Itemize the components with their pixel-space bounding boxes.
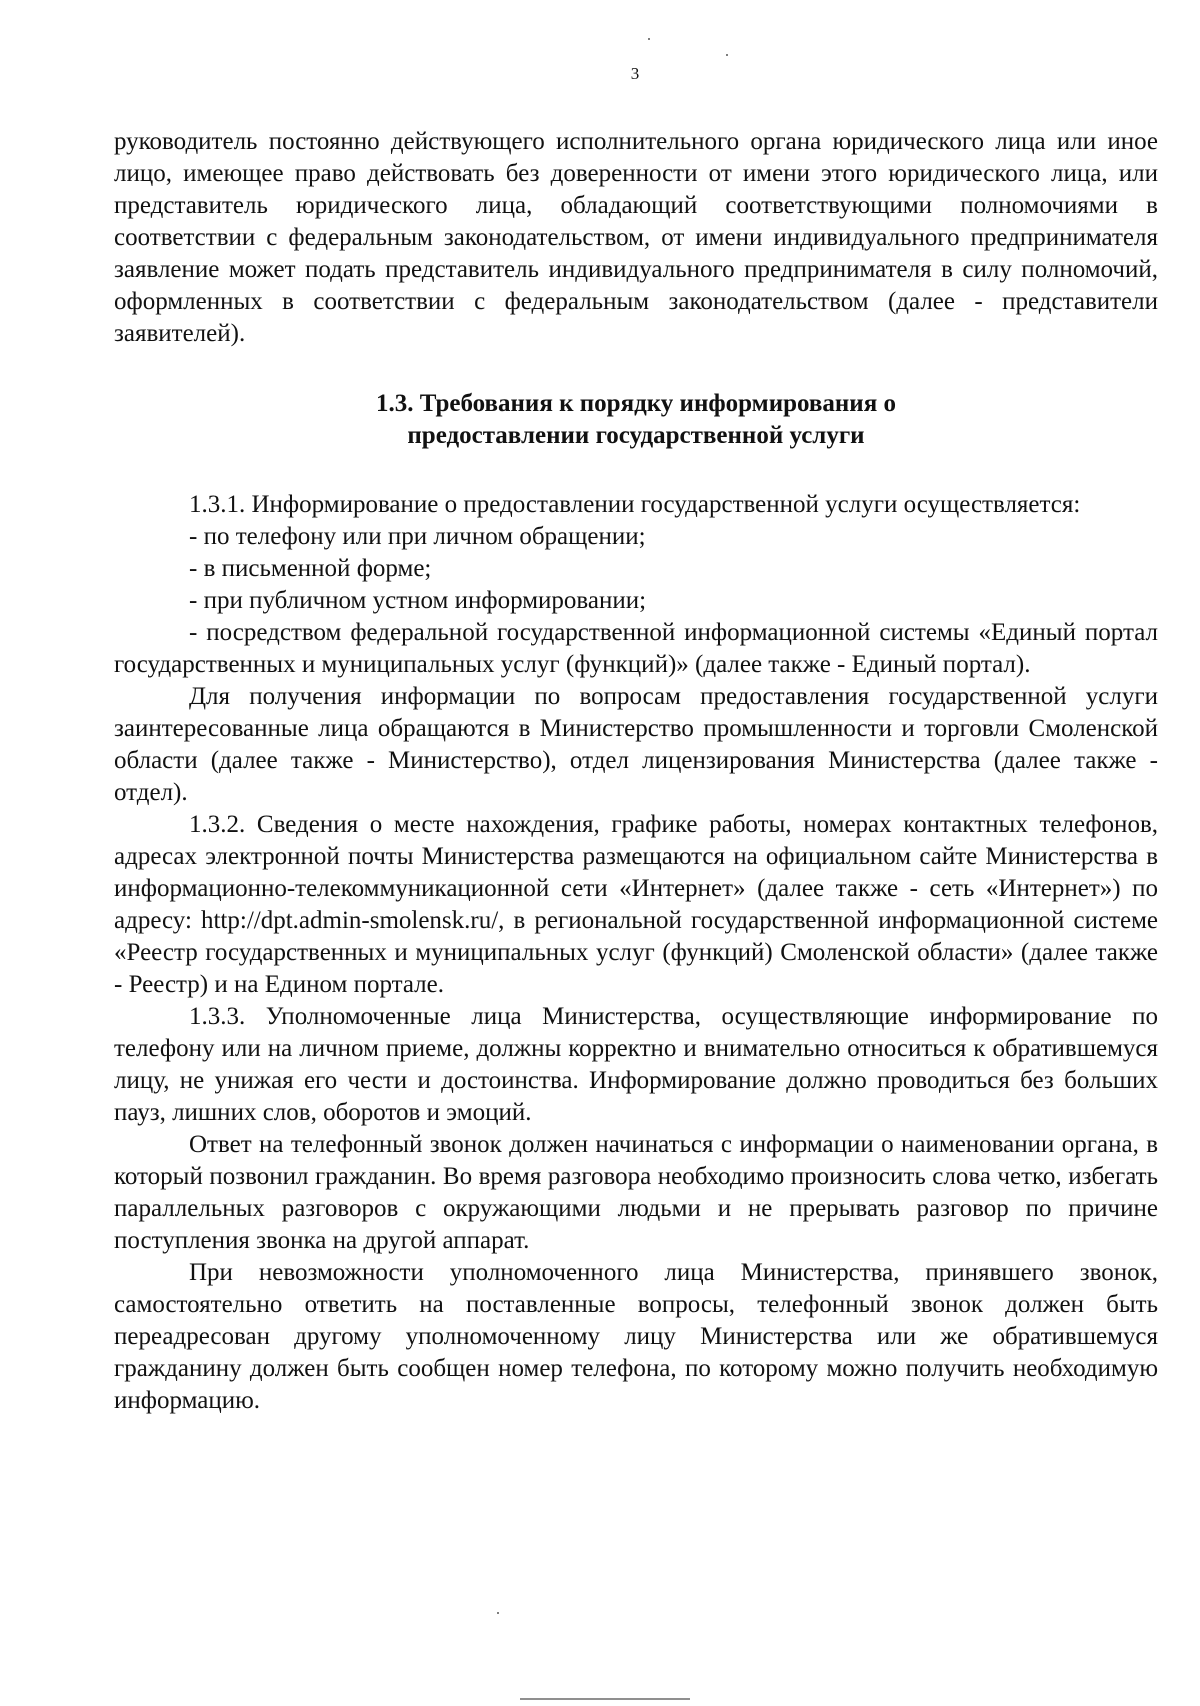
paragraph-phone-answer: Ответ на телефонный звонок должен начинаться с информации о наименовании органа, в который позвонил гражданин. Во время разговора необходимо произносить слова четко, избегать параллельных разговоров с окружающими людьми и не прерывать разговор по причине поступления звонка на другой аппарат. [114,1131,1158,1254]
scan-edge-mark [520,1698,690,1700]
document-body [114,126,1158,1417]
paragraph-1-3-1: 1.3.1. Информирование о предоставлении государственной услуги осуществляется: [189,491,1081,518]
paragraph-1-3-2: 1.3.2. Сведения о месте нахождения, графике работы, номерах контактных телефонов, адресах электронной почты Министерства размещаются на официальном сайте Министерства в информационно-телекоммуникационной сети «Интернет» (далее также - сеть «Интернет») по адресу: http://dpt.admin-smolensk.ru/, в региональной государственной информационной системе «Реестр государственных и муниципальных услуг (функций) Смоленской области» (далее также - Реестр) и на Едином портале. [114,811,1158,998]
list-item-phone: - по телефону или при личном обращении; [189,523,646,550]
paragraph-contact: Для получения информации по вопросам предоставления государственной услуги заинтересованные лица обращаются в Министерство промышленности и торговли Смоленской области (далее также - Министерство), отдел лицензирования Министерства (далее также - отдел). [114,683,1158,806]
list-item-public: - при публичном устном информировании; [189,587,647,614]
intro-paragraph: руководитель постоянно действующего исполнительного органа юридического лица или иное лицо, имеющее право действовать без доверенности от имени этого юридического лица, или представитель юридического лица, обладающий соответствующими полномочиями в соответствии с федеральным законодательством, от имени индивидуального предпринимателя заявление может подать представитель индивидуального предпринимателя в силу полномочий, оформленных в соответствии с федеральным законодательством (далее - представители заявителей). [114,128,1158,347]
page-number: 3 [630,64,640,83]
list-item-portal: - посредством федеральной государственной информационной системы «Единый портал государственных и муниципальных услуг (функций)» (далее также - Единый портал). [114,619,1158,678]
paragraph-1-3-3: 1.3.3. Уполномоченные лица Министерства, осуществляющие информирование по телефону или на личном приеме, должны корректно и внимательно относиться к обратившемуся лицу, не унижая его чести и достоинства. Информирование должно проводиться без больших пауз, лишних слов, оборотов и эмоций. [114,1003,1158,1126]
section-heading-line-2: предоставлении государственной услуги [407,422,865,449]
section-heading-line-1: 1.3. Требования к порядку информирования о [376,390,896,417]
scan-speck [497,1612,499,1614]
scan-speck [648,38,650,40]
section-heading [114,388,1158,452]
paragraph-redirect: При невозможности уполномоченного лица Министерства, принявшего звонок, самостоятельно ответить на поставленные вопросы, телефонный звонок должен быть переадресован другому уполномоченному лицу Министерства или же обратившемуся гражданину должен быть сообщен номер телефона, по которому можно получить необходимую информацию. [114,1259,1158,1414]
scan-speck [726,54,728,56]
list-item-written: - в письменной форме; [189,555,432,582]
